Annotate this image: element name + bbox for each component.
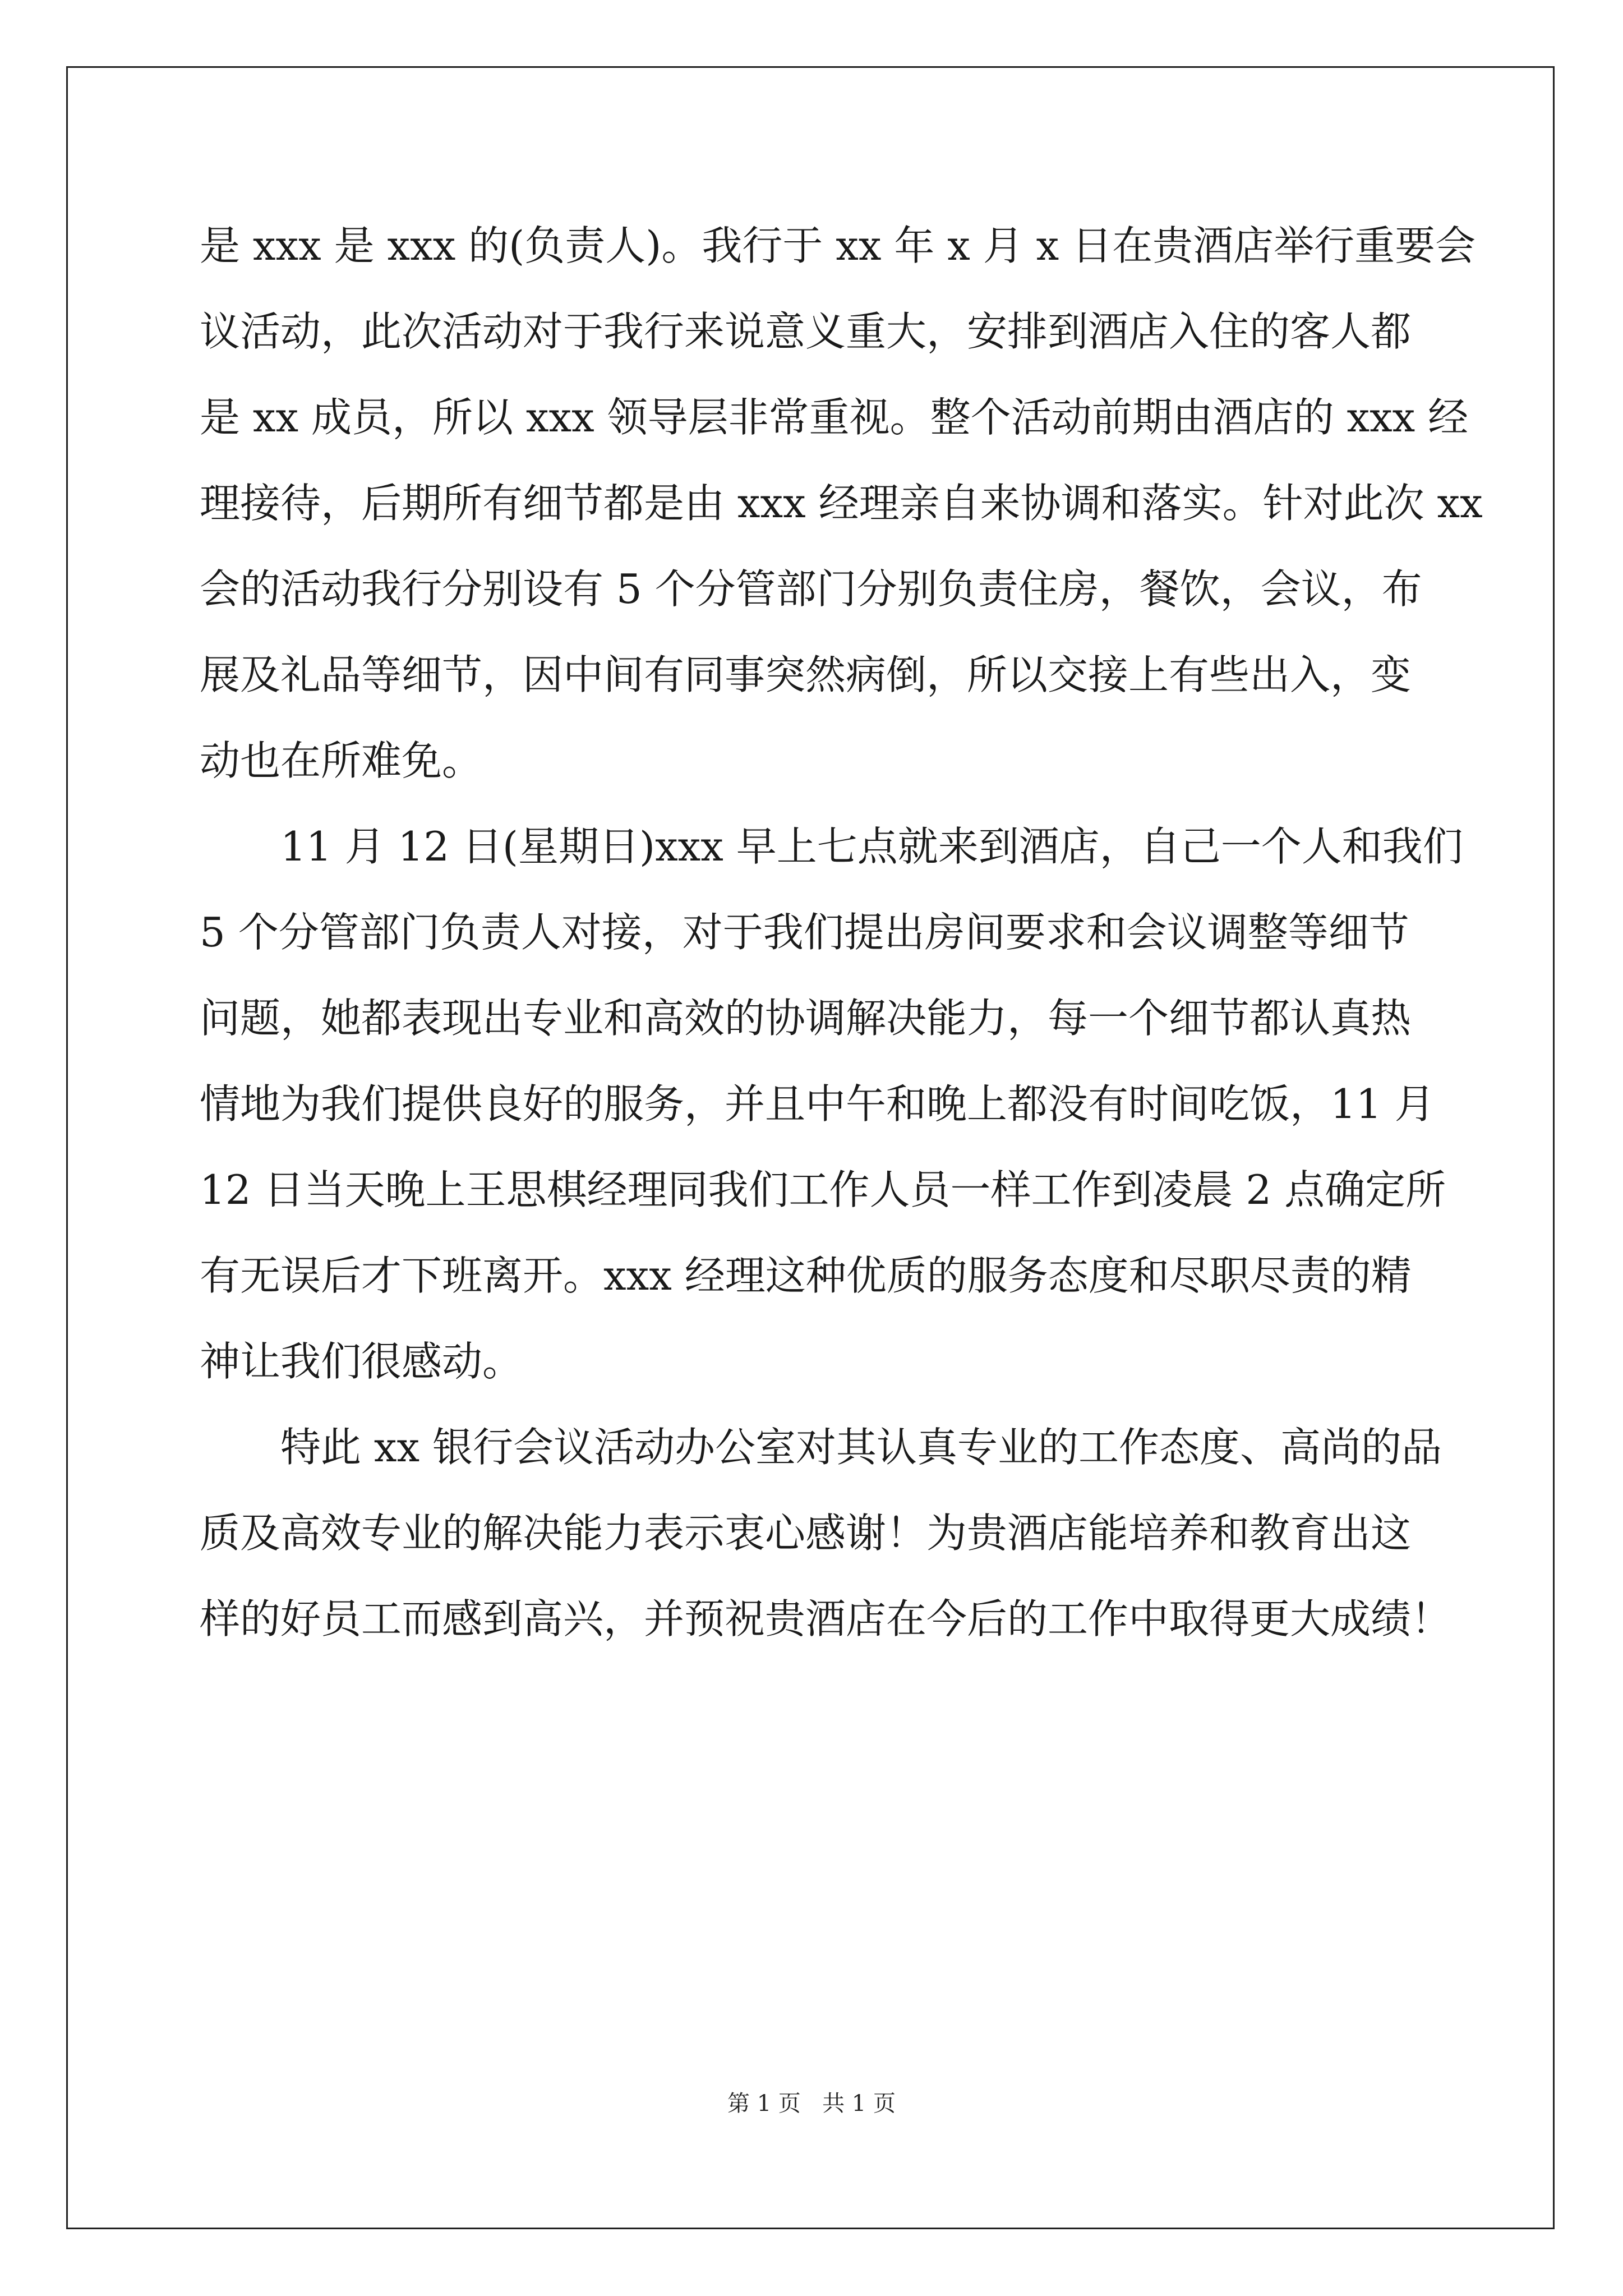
paragraph-line: 有无误后才下班离开。xxx 经理这种优质的服务态度和尽职尽责的精	[200, 1252, 1412, 1299]
paragraph-line: 议活动，此次活动对于我行来说意义重大，安排到酒店入住的客人都	[200, 308, 1412, 355]
paragraph-line: 质及高效专业的解决能力表示衷心感谢！为贵酒店能培养和教育出这	[200, 1510, 1412, 1557]
paragraph-line: 会的活动我行分别设有 5 个分管部门分别负责住房，餐饮，会议，布	[200, 565, 1422, 613]
paragraph-1	[200, 219, 1483, 820]
paragraph-line: 12 日当天晚上王思棋经理同我们工作人员一样工作到凌晨 2 点确定所	[200, 1166, 1446, 1213]
paragraph-line: 5 个分管部门负责人对接，对于我们提出房间要求和会议调整等细节	[200, 909, 1409, 956]
page-number-footer: 第 1 页 共 1 页	[727, 2091, 896, 2116]
paragraph-first-line: 11 月 12 日(星期日)xxx 早上七点就来到酒店，自己一个人和我们	[280, 823, 1463, 870]
paragraph-line: 神让我们很感动。	[200, 1338, 523, 1385]
paragraph-line: 样的好员工而感到高兴，并预祝贵酒店在今后的工作中取得更大成绩！	[200, 1595, 1452, 1642]
paragraph-line: 问题，她都表现出专业和高效的协调解决能力，每一个细节都认真热	[200, 995, 1412, 1042]
paragraph-2	[200, 820, 1463, 1420]
paragraph-first-line: 特此 xx 银行会议活动办公室对其认真专业的工作态度、高尚的品	[280, 1424, 1442, 1471]
paragraph-3	[200, 1420, 1452, 1678]
paragraph-line: 是 xx 成员，所以 xxx 领导层非常重视。整个活动前期由酒店的 xxx 经	[200, 394, 1469, 441]
paragraph-line: 动也在所难免。	[200, 737, 483, 784]
paragraph-line: 情地为我们提供良好的服务，并且中午和晚上都没有时间吃饭，11 月	[200, 1080, 1435, 1128]
paragraph-line: 展及礼品等细节，因中间有同事突然病倒，所以交接上有些出入，变	[200, 651, 1412, 698]
document-body	[200, 219, 1483, 1678]
paragraph-line: 理接待，后期所有细节都是由 xxx 经理亲自来协调和落实。针对此次 xx	[200, 480, 1483, 527]
paragraph-line: 是 xxx 是 xxx 的(负责人)。我行于 xx 年 x 月 x 日在贵酒店举行重要会	[200, 222, 1476, 269]
